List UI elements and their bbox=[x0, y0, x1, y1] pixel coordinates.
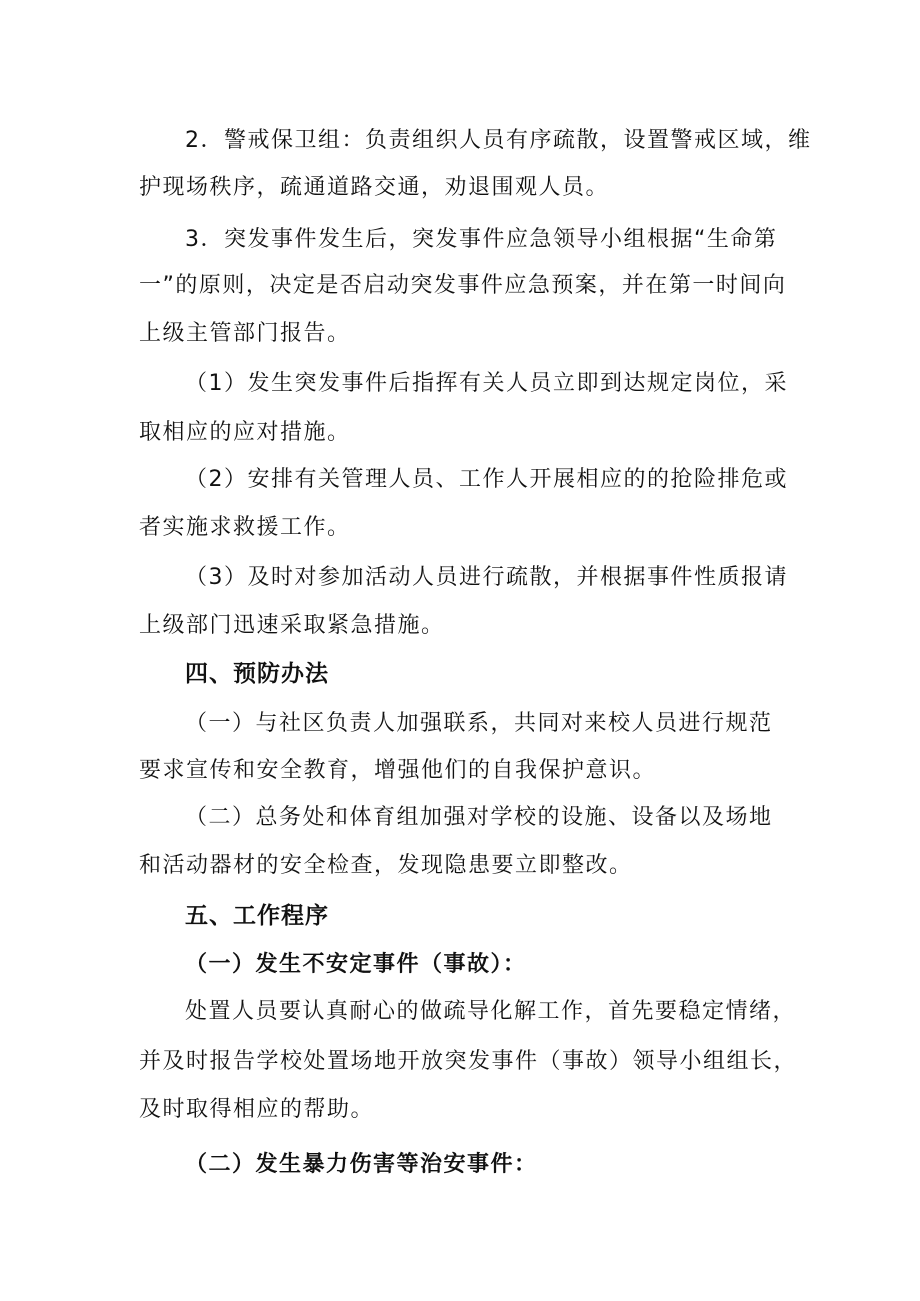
paragraph-line: 2．警戒保卫组：负责组织人员有序疏散，设置警戒区域，维 bbox=[185, 128, 812, 153]
subsection-heading: （一）发生不安定事件（事故）： bbox=[185, 952, 527, 977]
paragraph-line: 上级主管部门报告。 bbox=[139, 321, 351, 346]
paragraph-line: 要求宣传和安全教育，增强他们的自我保护意识。 bbox=[139, 758, 657, 783]
section-heading: 五、工作程序 bbox=[185, 903, 329, 929]
paragraph-line: 者实施求救援工作。 bbox=[139, 515, 351, 540]
paragraph-line: （一）与社区负责人加强联系，共同对来校人员进行规范 bbox=[185, 711, 773, 736]
paragraph-line: 并及时报告学校处置场地开放突发事件（事故）领导小组组长， bbox=[139, 1049, 798, 1074]
paragraph-line: 上级部门迅速采取紧急措施。 bbox=[139, 613, 445, 638]
paragraph-line: （2）安排有关管理人员、工作人开展相应的的抢险排危或 bbox=[185, 467, 788, 492]
subsection-heading: （二）发生暴力伤害等治安事件： bbox=[185, 1152, 538, 1177]
paragraph-line: 护现场秩序，疏通道路交通，劝退围观人员。 bbox=[139, 175, 610, 200]
section-heading: 四、预防办法 bbox=[185, 661, 329, 687]
paragraph-line: （二）总务处和体育组加强对学校的设施、设备以及场地 bbox=[185, 805, 773, 830]
paragraph-line: 和活动器材的安全检查，发现隐患要立即整改。 bbox=[139, 853, 633, 878]
paragraph-line: 一”的原则，决定是否启动突发事件应急预案，并在第一时间向 bbox=[139, 273, 787, 298]
paragraph-line: 处置人员要认真耐心的做疏导化解工作，首先要稳定情绪， bbox=[185, 999, 797, 1024]
paragraph-line: （3）及时对参加活动人员进行疏散，并根据事件性质报请 bbox=[185, 565, 788, 590]
paragraph-line: 取相应的应对措施。 bbox=[139, 420, 351, 445]
paragraph-line: 及时取得相应的帮助。 bbox=[139, 1097, 375, 1122]
paragraph-line: 3．突发事件发生后，突发事件应急领导小组根据“生命第 bbox=[185, 227, 778, 252]
paragraph-line: （1）发生突发事件后指挥有关人员立即到达规定岗位，采 bbox=[185, 371, 788, 396]
